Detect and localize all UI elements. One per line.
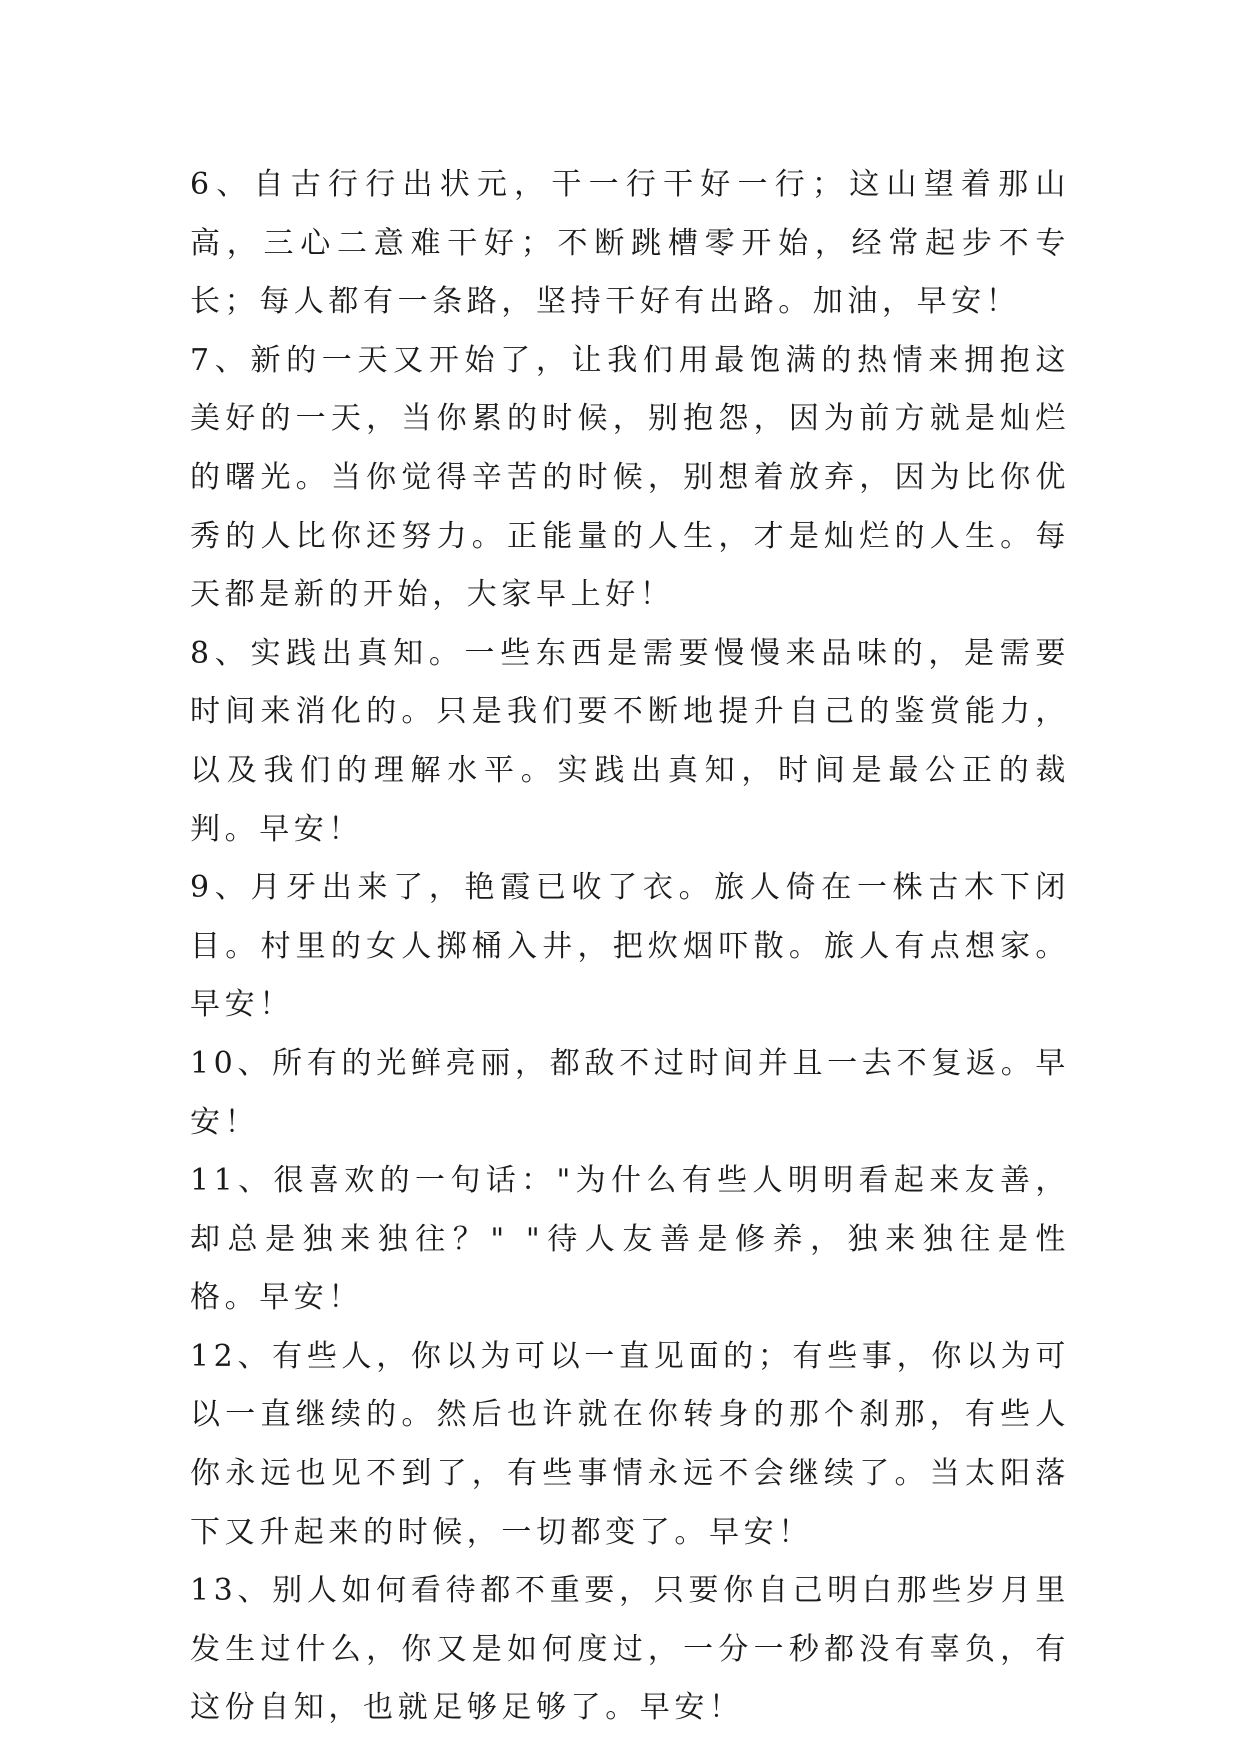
paragraph-11: 11、很喜欢的一句话："为什么有些人明明看起来友善，却总是独来独往？" "待人友善是修养，独来独往是性格。早安！: [190, 1163, 1070, 1316]
paragraph-6: 6、自古行行出状元，干一行干好一行；这山望着那山高，三心二意难干好；不断跳槽零开始，经常起步不专长；每人都有一条路，坚持干好有出路。加油，早安！: [190, 167, 1070, 320]
paragraph-9: 9、月牙出来了，艳霞已收了衣。旅人倚在一株古木下闭目。村里的女人掷桶入井，把炊烟吓散。旅人有点想家。早安！: [190, 870, 1070, 1023]
paragraph-12: 12、有些人，你以为可以一直见面的；有些事，你以为可以一直继续的。然后也许就在你转身的那个刹那，有些人你永远也见不到了，有些事情永远不会继续了。当太阳落下又升起来的时候，一切都变了。早安！: [190, 1338, 1070, 1550]
paragraph-7: 7、新的一天又开始了，让我们用最饱满的热情来拥抱这美好的一天，当你累的时候，别抱怨，因为前方就是灿烂的曙光。当你觉得辛苦的时候，别想着放弃，因为比你优秀的人比你还努力。正能量的人生，才是灿烂的人生。每天都是新的开始，大家早上好！: [190, 342, 1070, 613]
paragraph-8: 8、实践出真知。一些东西是需要慢慢来品味的，是需要时间来消化的。只是我们要不断地提升自己的鉴赏能力，以及我们的理解水平。实践出真知，时间是最公正的裁判。早安！: [190, 635, 1070, 847]
paragraph-10: 10、所有的光鲜亮丽，都敌不过时间并且一去不复返。早安！: [190, 1045, 1070, 1140]
document-body: [190, 156, 1070, 1738]
paragraph-13: 13、别人如何看待都不重要，只要你自己明白那些岁月里发生过什么，你又是如何度过，一分一秒都没有辜负，有这份自知，也就足够足够了。早安！: [190, 1573, 1070, 1726]
